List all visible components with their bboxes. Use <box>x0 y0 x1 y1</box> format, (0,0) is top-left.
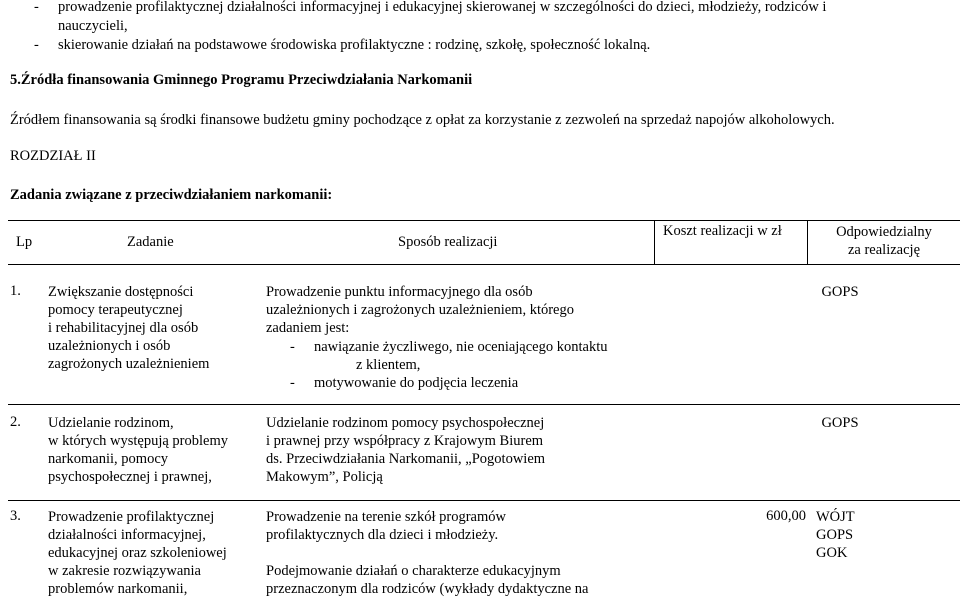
row2-zadanie-line: narkomanii, pomocy <box>48 451 169 467</box>
row2-lp: 2. <box>10 414 21 430</box>
header-lp: Lp <box>16 234 33 250</box>
row1-sposob-bullet-line: motywowanie do podjęcia leczenia <box>314 375 519 391</box>
intro-bullet-1: prowadzenie profilaktycznej działalności informacyjnej i edukacyjnej skierowanej w szczególności do dzieci, młodzieży, rodziców i <box>58 0 827 15</box>
row3-odpowiedzialny-line: GOK <box>816 545 848 561</box>
row3-zadanie-line: problemów narkomanii, <box>48 581 188 597</box>
row2-zadanie-line: psychospołecznej i prawnej, <box>48 469 212 485</box>
section5-text: Źródłem finansowania są środki finansowe budżetu gminy pochodzące z opłat za korzystanie z zezwoleń na sprzedaż napojów alkoholowych. <box>10 112 835 128</box>
row2-zadanie-line: w których występują problemy <box>48 433 229 449</box>
row1-sposob-bullet <box>314 374 518 392</box>
table-row-divider <box>8 500 960 501</box>
row1-zadanie-line: pomocy terapeutycznej <box>48 302 183 318</box>
row1-odpowiedzialny <box>808 283 872 301</box>
header-zadanie: Zadanie <box>127 234 174 250</box>
row1-zadanie-line: Zwiększanie dostępności <box>48 284 194 300</box>
row3-zadanie <box>48 508 227 598</box>
row3-sposob-line: Prowadzenie na terenie szkół programów <box>266 509 506 525</box>
row3-koszt: 600,00 <box>766 508 806 524</box>
row2-sposob-line: ds. Przeciwdziałania Narkomanii, „Pogotowiem <box>266 451 546 467</box>
header-koszt: Koszt realizacji w zł <box>663 223 782 239</box>
bullet-dash: - <box>290 339 295 355</box>
row2-zadanie-line: Udzielanie rodzinom, <box>48 415 174 431</box>
row1-sposob-bullet-line: nawiązanie życzliwego, nie oceniającego kontaktu <box>314 339 608 355</box>
intro-bullet-1-cont: nauczycieli, <box>58 18 128 34</box>
table-top-border <box>8 220 960 221</box>
bullet-dash: - <box>34 37 39 53</box>
header-odpowiedzialny <box>808 223 960 259</box>
bullet-dash: - <box>34 0 39 15</box>
row3-lp: 3. <box>10 508 21 524</box>
chapter-title: ROZDZIAŁ II <box>10 148 96 164</box>
row1-sposob-bullet <box>314 338 607 374</box>
row2-sposob-line: Udzielanie rodzinom pomocy psychospołecznej <box>266 415 545 431</box>
section5-heading: 5.Źródła finansowania Gminnego Programu Przeciwdziałania Narkomanii <box>10 72 473 88</box>
row2-odpowiedzialny-line: GOPS <box>821 415 859 431</box>
row1-sposob <box>266 283 574 337</box>
row2-odpowiedzialny <box>808 414 872 432</box>
row1-odpowiedzialny-line: GOPS <box>821 284 859 300</box>
row1-sposob-bullet-line: z klientem, <box>356 357 421 373</box>
row3-sposob-line: Podejmowanie działań o charakterze edukacyjnym <box>266 563 561 579</box>
row3-odpowiedzialny-line: WÓJT <box>816 509 855 525</box>
table-row-divider <box>8 404 960 405</box>
row2-sposob-line: Makowym”, Policją <box>266 469 383 485</box>
row1-sposob-line: uzależnionych i zagrożonych uzależnieniem, którego <box>266 302 574 318</box>
tasks-heading: Zadania związane z przeciwdziałaniem narkomanii: <box>10 187 333 203</box>
row1-zadanie-line: i rehabilitacyjnej dla osób <box>48 320 199 336</box>
row3-zadanie-line: Prowadzenie profilaktycznej <box>48 509 215 525</box>
row2-zadanie <box>48 414 228 486</box>
row1-zadanie-line: zagrożonych uzależnieniem <box>48 356 210 372</box>
row3-sposob-line: przeznaczonym dla rodziców (wykłady dydaktyczne na <box>266 581 589 597</box>
bullet-dash: - <box>290 375 295 391</box>
row1-sposob-line: Prowadzenie punktu informacyjnego dla osób <box>266 284 533 300</box>
row2-sposob-line: i prawnej przy współpracy z Krajowym Biurem <box>266 433 544 449</box>
row3-odpowiedzialny <box>816 508 855 562</box>
row3-zadanie-line: działalności informacyjnej, <box>48 527 206 543</box>
row1-zadanie <box>48 283 209 373</box>
header-odpowiedzialny-line: za realizację <box>847 242 921 258</box>
row3-sposob-line: profilaktycznych dla dzieci i młodzieży. <box>266 527 499 543</box>
row3-odpowiedzialny-line: GOPS <box>816 527 854 543</box>
row1-sposob-line: zadaniem jest: <box>266 320 350 336</box>
row1-zadanie-line: uzależnionych i osób <box>48 338 171 354</box>
row3-sposob-line <box>266 544 588 562</box>
table-header-border <box>8 264 960 265</box>
header-sposob: Sposób realizacji <box>398 234 498 250</box>
row3-zadanie-line: w zakresie rozwiązywania <box>48 563 201 579</box>
row1-lp: 1. <box>10 283 21 299</box>
intro-bullet-2: skierowanie działań na podstawowe środowiska profilaktyczne : rodzinę, szkołę, społeczność lokalną. <box>58 37 651 53</box>
row3-zadanie-line: edukacyjnej oraz szkoleniowej <box>48 545 227 561</box>
row2-sposob <box>266 414 545 486</box>
table-col-divider <box>654 220 655 264</box>
row3-sposob <box>266 508 588 598</box>
header-odpowiedzialny-line: Odpowiedzialny <box>836 224 932 240</box>
